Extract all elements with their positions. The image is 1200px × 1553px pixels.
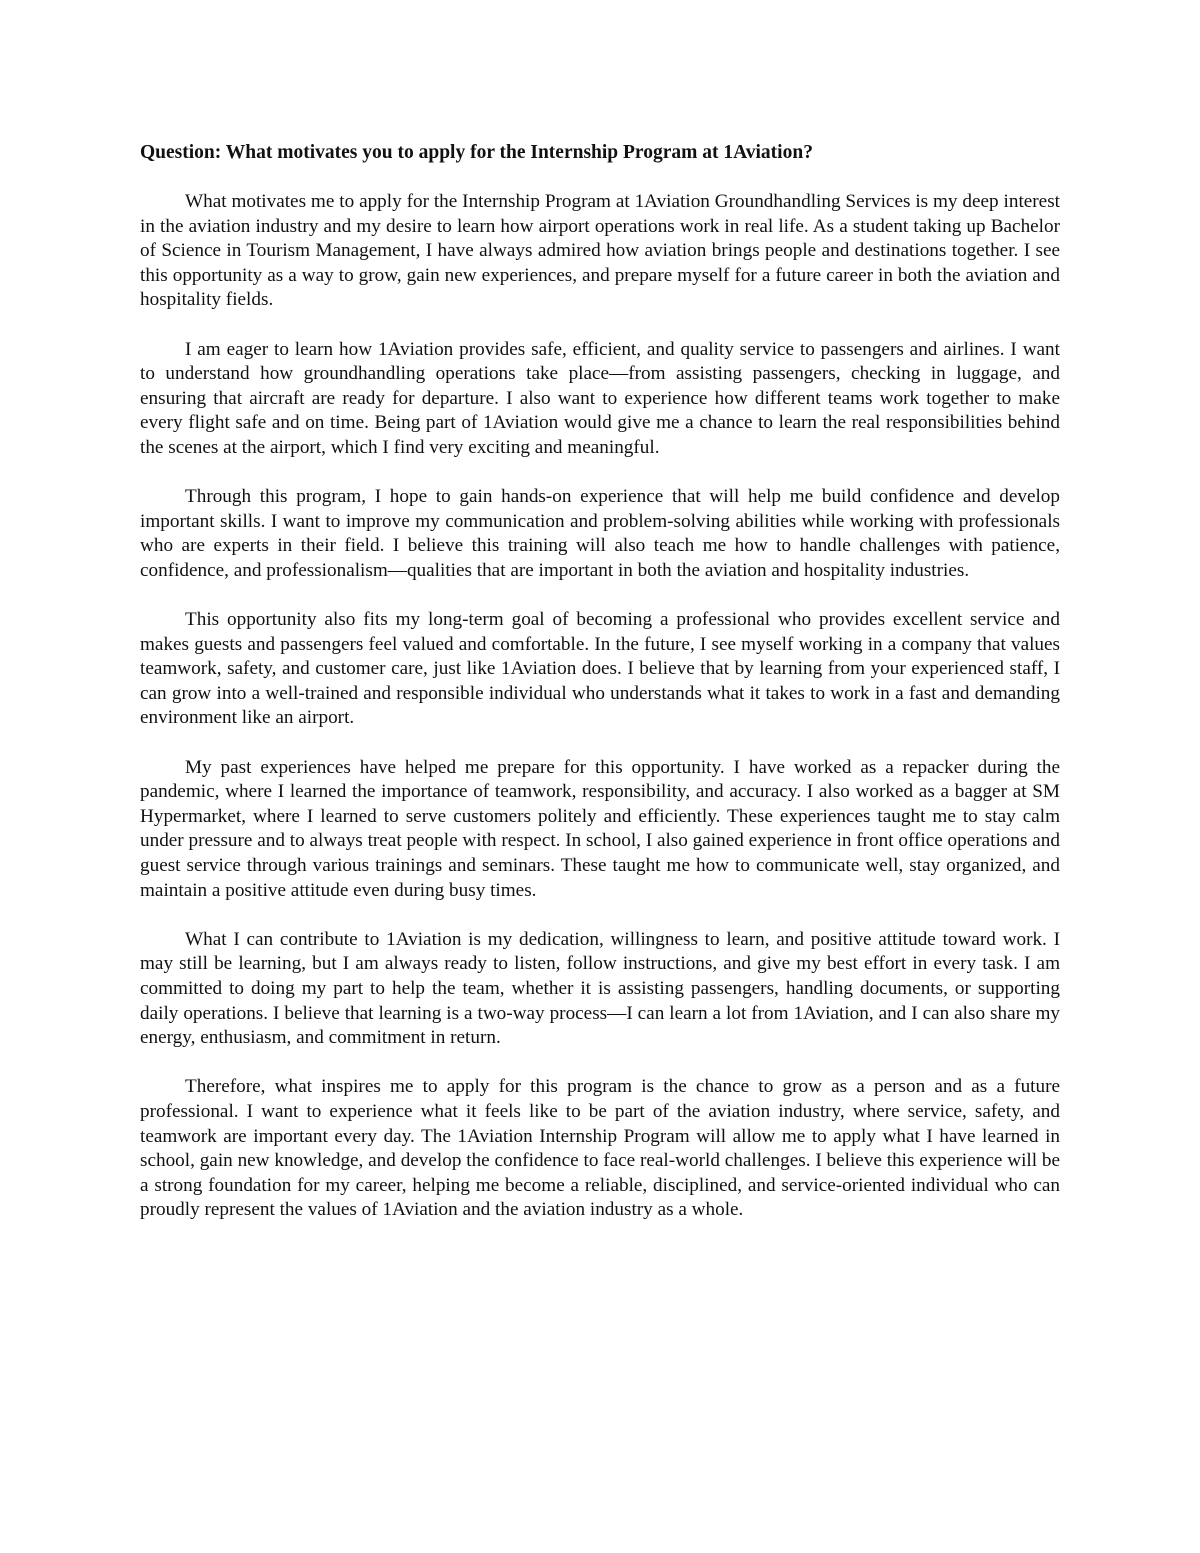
paragraph-past-experiences: My past experiences have helped me prepare for this opportunity. I have worked as a repacker during the pandemic, where I learned the importance of teamwork, responsibility, and accuracy. I also worked as a bagger at SM Hypermarket, where I learned to serve customers politely and efficiently. These experiences taught me to stay calm under pressure and to always treat people with respect. In school, I also gained experience in front office operations and guest service through various trainings and seminars. These taught me how to communicate well, stay organized, and maintain a positive attitude even during busy times. [140, 756, 1060, 901]
paragraph-eager-to-learn: I am eager to learn how 1Aviation provides safe, efficient, and quality service to passengers and airlines. I want to understand how groundhandling operations take place—from assisting passengers, checking in luggage, and ensuring that aircraft are ready for departure. I also want to experience how different teams work together to make every flight safe and on time. Being part of 1Aviation would give me a chance to learn the real responsibilities behind the scenes at the airport, which I find very exciting and meaningful. [140, 338, 1060, 458]
paragraph-hands-on-experience: Through this program, I hope to gain hands-on experience that will help me build confidence and develop important skills. I want to improve my communication and problem-solving abilities while working with professionals who are experts in their field. I believe this training will also teach me how to handle challenges with patience, confidence, and professionalism—qualities that are important in both the aviation and hospitality industries. [140, 486, 1060, 581]
paragraph-motivation: What motivates me to apply for the Internship Program at 1Aviation Groundhandling Services is my deep interest in the aviation industry and my desire to learn how airport operations work in real life. As a student taking up Bachelor of Science in Tourism Management, I have always admired how aviation brings people and destinations together. I see this opportunity as a way to grow, gain new experiences, and prepare myself for a future career in both the aviation and hospitality fields. [140, 191, 1060, 311]
paragraph-conclusion: Therefore, what inspires me to apply for this program is the chance to grow as a person and as a future professional. I want to experience what it feels like to be part of the aviation industry, where service, safety, and teamwork are important every day. The 1Aviation Internship Program will allow me to apply what I have learned in school, gain new knowledge, and develop the confidence to face real-world challenges. I believe this experience will be a strong foundation for my career, helping me become a reliable, disciplined, and service-oriented individual who can proudly represent the values of 1Aviation and the aviation industry as a whole. [140, 1076, 1060, 1221]
question-heading: Question: What motivates you to apply for the Internship Program at 1Aviation? [140, 142, 813, 163]
document-body [140, 140, 1060, 1223]
paragraph-contribution: What I can contribute to 1Aviation is my dedication, willingness to learn, and positive attitude toward work. I may still be learning, but I am always ready to listen, follow instructions, and give my best effort in every task. I am committed to doing my part to help the team, whether it is assisting passengers, handling documents, or supporting daily operations. I believe that learning is a two-way process—I can learn a lot from 1Aviation, and I can also share my energy, enthusiasm, and commitment in return. [140, 928, 1060, 1049]
paragraph-long-term-goal: This opportunity also fits my long-term goal of becoming a professional who provides excellent service and makes guests and passengers feel valued and comfortable. In the future, I see myself working in a company that values teamwork, safety, and customer care, just like 1Aviation does. I believe that by learning from your experienced staff, I can grow into a well-trained and responsible individual who understands what it takes to work in a fast and demanding environment like an airport. [140, 609, 1060, 729]
